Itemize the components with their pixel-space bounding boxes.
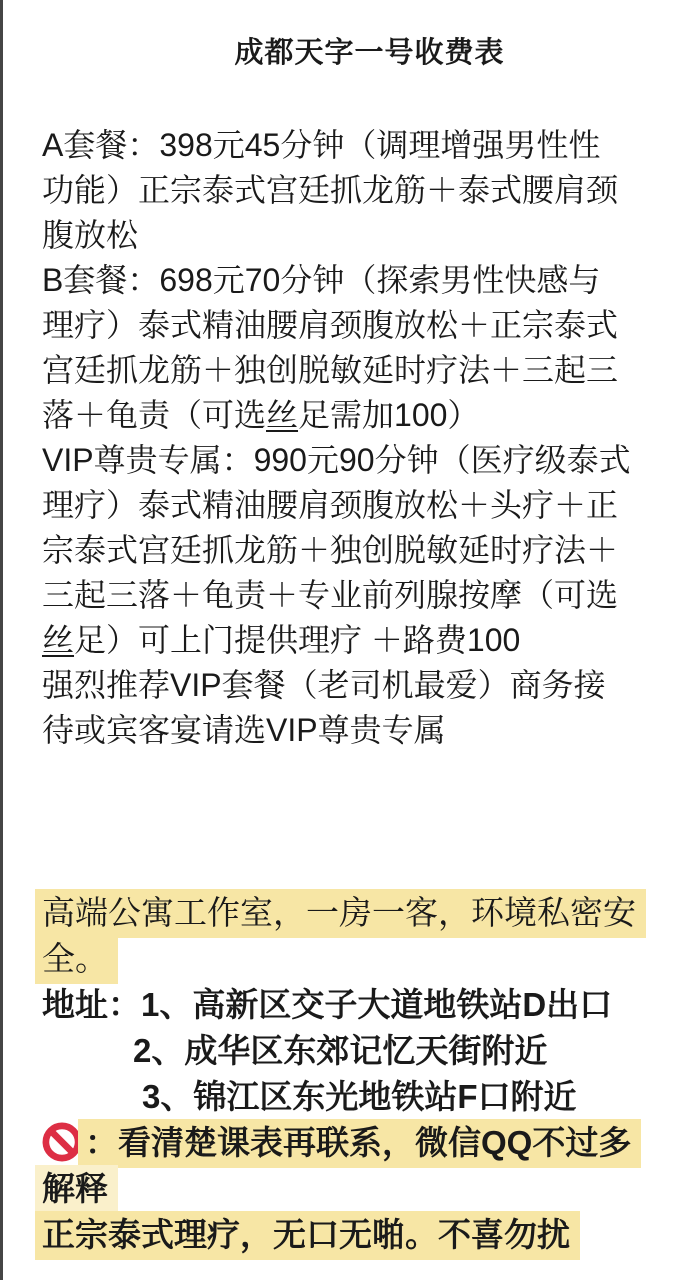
package-line-segment: 足需加100）	[298, 397, 480, 433]
studio-highlight-line	[42, 890, 647, 936]
address-line-2: 2、成华区东郊记忆天街附近	[133, 1032, 548, 1069]
package-line	[42, 393, 647, 438]
highlighted-text: 正宗泰式理疗，无口无啪。不喜勿扰	[35, 1211, 580, 1260]
studio-highlight-line	[42, 936, 647, 982]
location-and-notice	[42, 890, 647, 1258]
package-line: 宫廷抓龙筋＋独创脱敏延时疗法＋三起三	[42, 352, 619, 388]
underlined-text: 丝	[42, 622, 75, 658]
package-line-segment: 足）可上门提供理疗 ＋路费100	[74, 622, 521, 658]
highlighted-text: 高端公寓工作室，一房一客，环境私密安	[35, 889, 646, 938]
package-line: B套餐：698元70分钟（探索男性快感与	[42, 262, 601, 298]
package-line: 功能）正宗泰式宫廷抓龙筋＋泰式腰肩颈	[42, 172, 619, 208]
screenshot-left-edge	[0, 0, 3, 1280]
package-line: 理疗）泰式精油腰肩颈腹放松＋正宗泰式	[42, 307, 619, 343]
warning-line-wrap	[42, 1166, 647, 1212]
warning-line	[42, 1120, 647, 1166]
address-line-1: 地址：1、高新区交子大道地铁站D出口	[42, 986, 613, 1023]
page-title: 成都天字一号收费表	[234, 37, 505, 69]
package-line: 三起三落＋龟责＋专业前列腺按摩（可选	[42, 577, 619, 613]
highlighted-text: ：看清楚课表再联系，微信QQ不过多	[78, 1119, 641, 1168]
package-line	[42, 618, 647, 663]
package-line: 理疗）泰式精油腰肩颈腹放松＋头疗＋正	[42, 487, 619, 523]
package-line: VIP尊贵专属：990元90分钟（医疗级泰式	[42, 442, 631, 478]
package-line-segment: 落＋龟责（可选	[42, 397, 267, 433]
package-line: 强烈推荐VIP套餐（老司机最爱）商务接	[42, 667, 606, 703]
package-list	[42, 123, 647, 753]
package-line: 腹放松	[42, 217, 139, 253]
underlined-text: 丝	[266, 397, 299, 433]
package-line: 待或宾客宴请选VIP尊贵专属	[42, 712, 446, 748]
no-entry-icon	[42, 1122, 82, 1162]
final-notice-line	[42, 1212, 647, 1258]
highlighted-text: 解释	[35, 1165, 118, 1214]
address-line-3: 3、锦江区东光地铁站F口附近	[142, 1078, 577, 1115]
package-line: A套餐：398元45分钟（调理增强男性性	[42, 127, 601, 163]
package-line: 宗泰式宫廷抓龙筋＋独创脱敏延时疗法＋	[42, 532, 619, 568]
highlighted-text: 全。	[35, 935, 118, 984]
